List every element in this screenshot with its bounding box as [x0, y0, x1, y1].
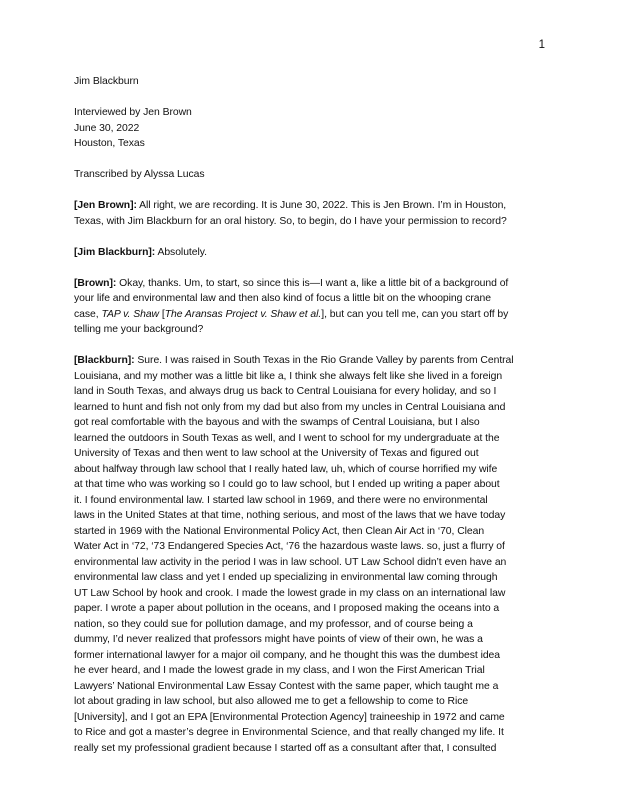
transcript-line: Lawyers’ National Environmental Law Essay Contest with the same paper, which taught me a	[74, 680, 499, 692]
transcript-line	[74, 198, 548, 214]
turn-text: Sure. I was raised in South Texas in the Rio Grande Valley by parents from Central	[134, 355, 514, 366]
transcript-line: laws in the United States at that time, nothing serious, and most of the laws that we have today	[74, 510, 506, 521]
transcript-line: it. I found environmental law. I started law school in 1969, and there were no environmental	[74, 494, 488, 506]
transcript-line: got real comfortable with the bayous and with the swamps of Central Louisiana, but I also	[74, 417, 480, 428]
transcript-line: learned to hunt and fish not only from my dad but also from my uncles in Central Louisiana and	[74, 401, 506, 413]
transcript-line: really set my professional gradient because I started off as a consultant after that, I consulted	[74, 742, 497, 754]
transcript-line	[74, 276, 548, 292]
transcript-turn	[74, 245, 548, 261]
transcript-line: learned the outdoors in South Texas as well, and I went to school for my undergraduate at the	[74, 432, 500, 444]
transcript-turn	[74, 198, 548, 229]
transcript-line	[74, 307, 548, 323]
transcript-line	[74, 353, 548, 369]
turn-text: Okay, thanks. Um, to start, so since this is—I want a, like a little bit of a background of	[116, 277, 509, 289]
interviewee-name: Jim Blackburn	[74, 76, 139, 87]
transcript-line: paper. I wrote a paper about pollution in the oceans, and I proposed making the oceans into a	[74, 603, 500, 614]
speaker-label: [Brown]:	[74, 277, 117, 289]
turn-text: All right, we are recording. It is June 30, 2022. This is Jen Brown. I’m in Houston,	[136, 200, 507, 211]
transcriber-credit: Transcribed by Alyssa Lucas	[74, 169, 205, 180]
transcript-line: to Rice and got a master’s degree in Environmental Science, and that really changed my life. It	[74, 727, 504, 738]
interviewer-credit: Interviewed by Jen Brown	[74, 107, 192, 118]
transcript-line: Louisiana, and my mother was a little bit like a, I think she always felt like she lived in a foreign	[74, 370, 503, 382]
transcript-line: dummy, I’d never realized that professors might have points of view of their own, he was a	[74, 634, 483, 645]
transcript-line: environmental law activity in the period I was in law school. UT Law School didn’t even have an	[74, 556, 507, 568]
turn-text: Absolutely.	[155, 246, 207, 258]
transcript-line: former international lawyer for a major oil company, and he thought this was the dumbest idea	[74, 649, 501, 661]
transcript-line: started in 1969 with the National Environmental Policy Act, then Clean Air Act in ‘70, Clean	[74, 525, 485, 537]
transcript-line: [University], and I got an EPA [Environmental Protection Agency] traineeship in 1972 and came	[74, 711, 505, 723]
transcript-line: Texas, with Jim Blackburn for an oral history. So, to begin, do I have your permission to record?	[74, 215, 507, 227]
transcript-turn	[74, 353, 548, 756]
speaker-label: [Jim Blackburn]:	[74, 246, 156, 258]
transcript-line: University of Texas and then went to law school at the University of Texas and figured out	[74, 448, 479, 459]
transcript-line	[74, 245, 548, 261]
case-line-before: case,	[74, 308, 102, 320]
transcript-line: nation, so they could sue for pollution damage, and my professor, and of course being a	[74, 618, 473, 630]
page-number: 1	[538, 39, 545, 51]
transcript-body	[74, 74, 548, 756]
case-name: TAP v. Shaw	[101, 308, 160, 320]
transcript-line: telling me your background?	[74, 324, 204, 335]
transcript-line: lot about grading in law school, but also allowed me to get a fellowship to come to Rice	[74, 696, 469, 707]
interview-date: June 30, 2022	[74, 122, 140, 134]
case-line-after: ], but can you tell me, can you start off by	[321, 308, 509, 320]
transcript-line: at that time who was working so I could go to law school, but I ended up writing a paper about	[74, 479, 500, 490]
transcript-line: your life and environmental law and then also kind of focus a little bit on the whooping crane	[74, 293, 491, 304]
transcript-line: environmental law class and yet I ended up specializing in environmental law coming through	[74, 572, 498, 583]
transcript-turn	[74, 276, 548, 338]
case-full-name: The Aransas Project v. Shaw et al.	[164, 308, 322, 320]
speaker-label: [Jen Brown]:	[74, 200, 137, 211]
transcript-line: Water Act in ‘72, ‘73 Endangered Species Act, ‘76 the hazardous waste laws. so, just a flurry of	[74, 541, 505, 552]
case-bracket-open: [	[159, 308, 165, 320]
transcript-line: land in South Texas, and always drug us back to Central Louisiana for every holiday, and so I	[74, 386, 497, 397]
speaker-label: [Blackburn]:	[74, 355, 135, 366]
interview-location: Houston, Texas	[74, 138, 145, 149]
transcript-line: he ever heard, and I made the lowest grade in my class, and I won the First American Trial	[74, 665, 485, 676]
transcript-line: about halfway through law school that I really hated law, uh, which of course horrified my wife	[74, 463, 498, 475]
transcript-line: UT Law School by hook and crook. I made the lowest grade in my class on an international law	[74, 587, 506, 599]
